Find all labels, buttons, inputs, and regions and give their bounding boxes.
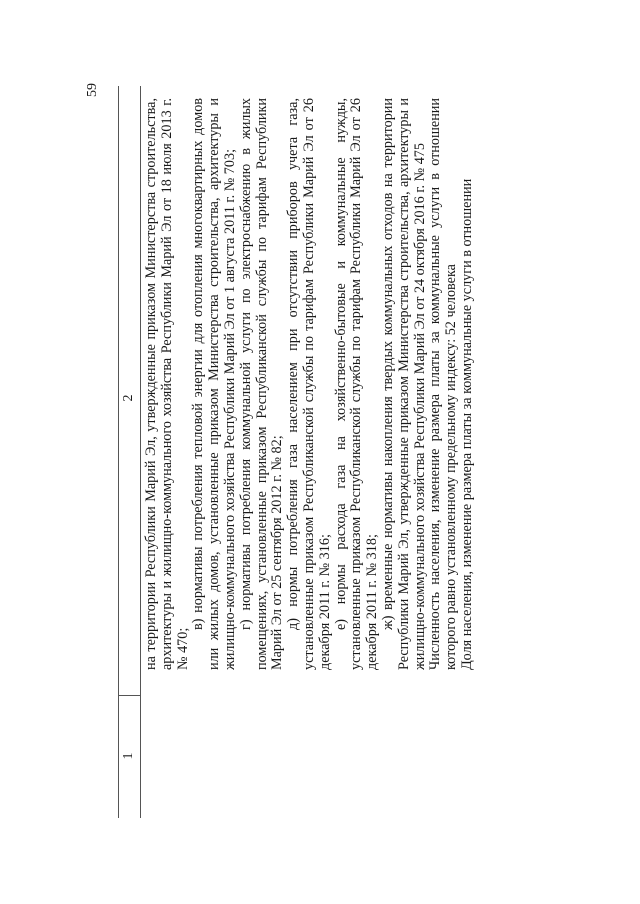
table-column-divider <box>118 695 140 696</box>
paragraph-item: ж) временные нормативы накопления твердых коммунальных отходов на территории Республики Марий Эл, утвержденные приказом Министерства строительства, архитектуры и жилищно-коммунального хозяйства Республики Марий Эл от 24 октября 2016 г. № 475 <box>379 98 428 670</box>
table-top-border <box>118 86 119 818</box>
column-header-2: 2 <box>121 394 136 402</box>
paragraph-item: Доля населения, изменение размера платы за коммунальные услуги в отношении <box>458 178 475 670</box>
table-header-border <box>140 86 141 818</box>
paragraph-item: на территории Республики Марий Эл, утвержденные приказом Министерства строительства, архитектуры и жилищно-коммунального хозяйства Республики Марий Эл от 18 июля 2013 г. № 470; <box>143 98 191 670</box>
paragraph-item: в) нормативы потребления тепловой энергии для отопления многоквартирных домов или жилых домов, установленные приказом Министерства строительства, архитектуры и жилищно-коммунального хозяйства Республики Марий Эл от 1 августа 2011 г. № 703; <box>190 98 238 670</box>
table-cell-content <box>144 98 476 670</box>
paragraph-item: д) нормы потребления газа населением при отсутствии приборов учета газа, установленные приказом Республиканской службы по тарифам Республики Марий Эл от 26 декабря 2011 г. № 316; <box>285 98 333 670</box>
paragraph-item: е) нормы расхода газа на хозяйственно-бытовые и коммунальные нужды, установленные приказом Республиканской службы по тарифам Республики Марий Эл от 26 декабря 2011 г. № 318; <box>332 98 381 670</box>
column-header-1: 1 <box>121 752 136 760</box>
page-number: 59 <box>85 83 100 97</box>
paragraph-item: г) нормативы потребления коммунальной услуги по электроснабжению в жилых помещениях, установленные приказом Республиканской службы по тарифам Республики Марий Эл от 25 сентября 2012 г. № 82; <box>237 98 286 670</box>
rotated-table-page <box>118 86 588 818</box>
paragraph-item: Численность населения, изменение размера платы за коммунальные услуги в отношении которого равно установленному предельному индексу: 52 человека <box>427 98 460 670</box>
